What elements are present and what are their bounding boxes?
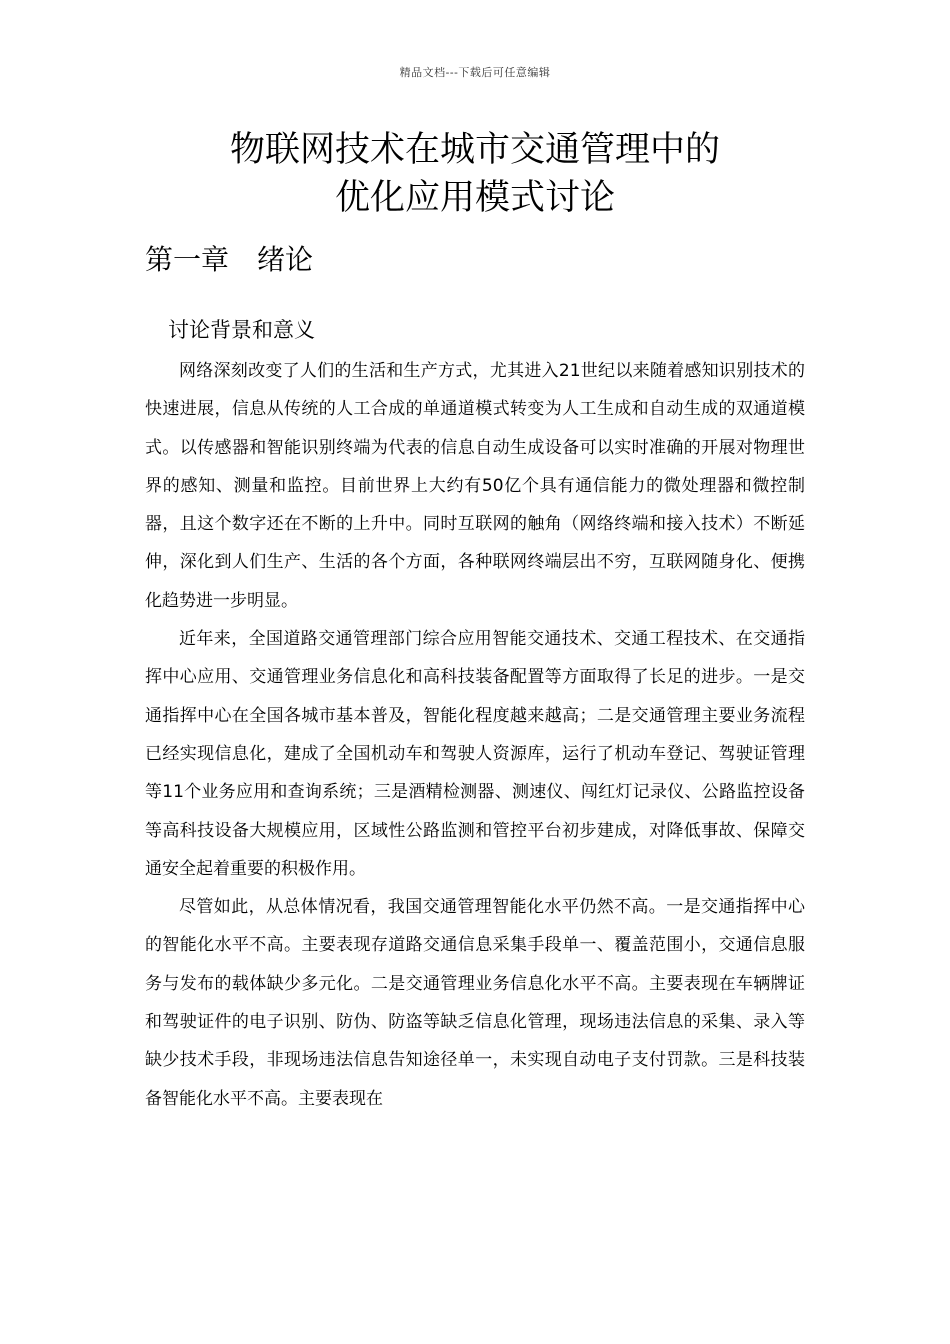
document-title-line-2: 优化应用模式讨论 (334, 178, 615, 218)
page-header: 精品文档---下载后可任意编辑 (399, 66, 551, 79)
paragraph-3: 尽管如此，从总体情况看，我国交通管理智能化水平仍然不高。一是交通指挥中心的智能化水平不高。主要表现存道路交通信息采集手段单一、覆盖范围小，交通信息服务与发布的载体缺少多元化。二是交通管理业务信息化水平不高。主要表现在车辆牌证和驾驶证件的电子识别、防伪、防盗等缺乏信息化管理，现场违法信息的采集、录入等缺少技术手段，非现场违法信息告知途径单一，未实现自动电子支付罚款。三是科技装备智能化水平不高。主要表现在 (145, 897, 805, 1109)
document-title (0, 126, 950, 222)
document-title-line-1: 物联网技术在城市交通管理中的 (229, 130, 720, 170)
body-text (145, 352, 805, 1118)
section-heading: 讨论背景和意义 (168, 318, 315, 342)
paragraph-2: 近年来，全国道路交通管理部门综合应用智能交通技术、交通工程技术、在交通指挥中心应用、交通管理业务信息化和高科技装备配置等方面取得了长足的进步。一是交通指挥中心在全国各城市基本普及，智能化程度越来越高；二是交通管理主要业务流程已经实现信息化，建成了全国机动车和驾驶人资源库，运行了机动车登记、驾驶证管理等11个业务应用和查询系统；三是酒精检测器、测速仪、闯红灯记录仪、公路监控设备等高科技设备大规模应用，区域性公路监测和管控平台初步建成，对降低事故、保障交通安全起着重要的积极作用。 (145, 629, 805, 879)
chapter-heading: 第一章 绪论 (145, 243, 314, 276)
paragraph-1: 网络深刻改变了人们的生活和生产方式，尤其进入21世纪以来随着感知识别技术的快速进展，信息从传统的人工合成的单通道模式转变为人工生成和自动生成的双通道模式。以传感器和智能识别终端为代表的信息自动生成设备可以实时准确的开展对物理世界的感知、测量和监控。目前世界上大约有50亿个具有通信能力的微处理器和微控制器，且这个数字还在不断的上升中。同时互联网的触角（网络终端和接入技术）不断延伸，深化到人们生产、生活的各个方面，各种联网终端层出不穷，互联网随身化、便携化趋势进一步明显。 (145, 361, 805, 611)
